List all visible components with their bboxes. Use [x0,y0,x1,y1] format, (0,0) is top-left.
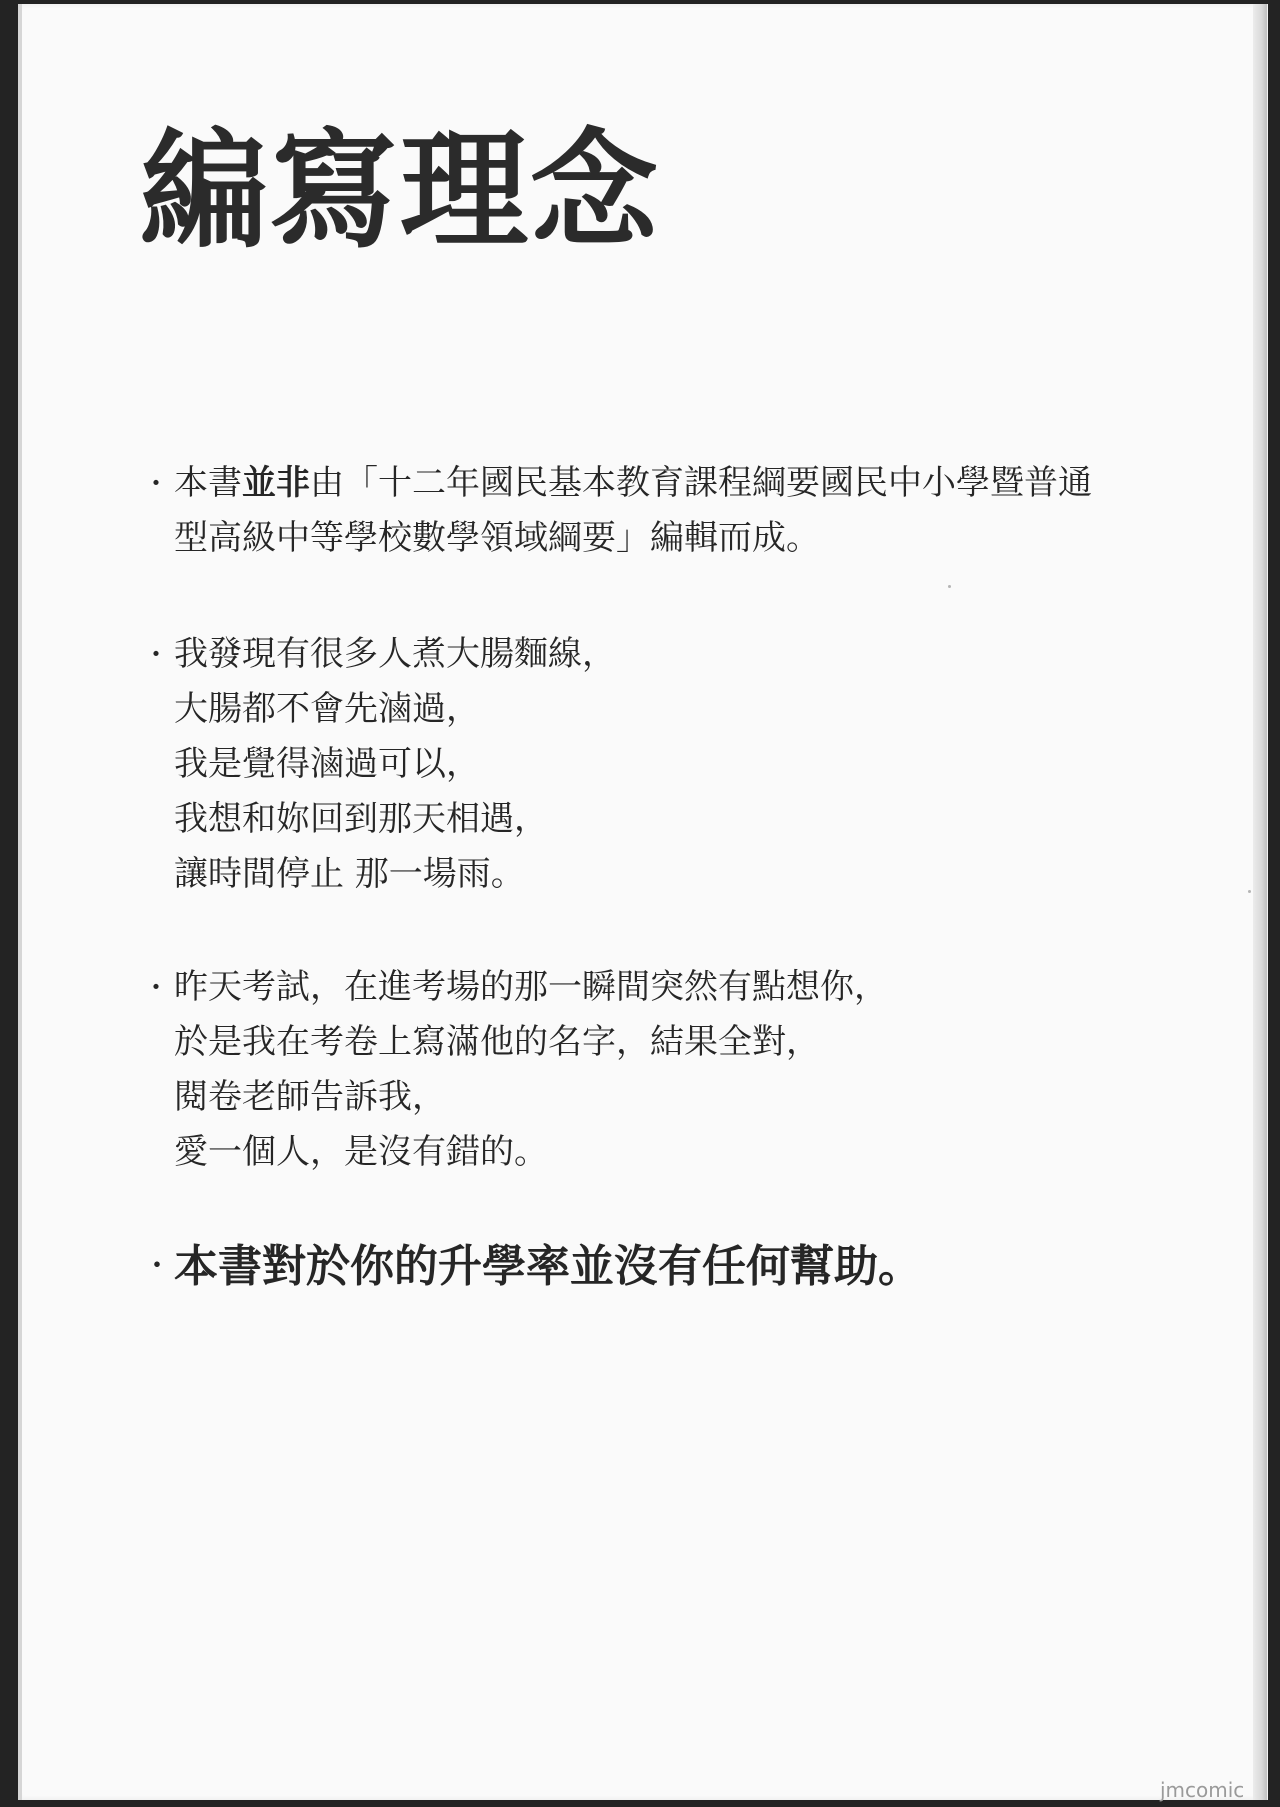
principle-line: 我發現有很多人煮大腸麵線， [174,634,616,674]
bullet-dot: ・ [142,467,171,500]
principle-line: 大腸都不會先滷過， [174,689,480,729]
page-title: 編寫理念 [140,117,661,266]
watermark: jmcomic [1160,1778,1245,1802]
bullet-dot: ・ [142,1249,172,1284]
text-run: 由「十二年國民基本教育課程綱要國民中小學暨普通 [310,463,1092,503]
bullet-dot: ・ [142,638,171,671]
principle-line: 昨天考試，在進考場的那一瞬間突然有點想你， [174,967,888,1007]
principle-line: 讓時間停止 那一場雨。 [174,854,525,894]
paper-speck [1248,890,1251,893]
principle-line: 於是我在考卷上寫滿他的名字，結果全對， [174,1022,820,1062]
principle-line: 型高級中等學校數學領域綱要」編輯而成。 [174,518,820,558]
principle-section-3 [142,960,1182,1180]
principle-line: 愛一個人，是沒有錯的。 [174,1132,548,1172]
principle-line: 我想和妳回到那天相遇， [174,799,548,839]
principle-line: 我是覺得滷過可以， [174,744,480,784]
principle-section-2 [142,627,1182,902]
principle-line: 閱卷老師告訴我， [174,1077,446,1117]
principle-section-1 [142,456,1182,566]
emphasis-text: 並非 [242,463,310,503]
text-run: 本書 [174,463,242,503]
page-paper [18,4,1268,1800]
bullet-dot: ・ [142,971,171,1004]
principle-line-bold: 本書對於你的升學率並沒有任何幫助。 [174,1241,922,1292]
principle-section-4 [142,1238,1182,1296]
principle-line [174,456,1182,511]
paper-left-edge [18,4,22,1800]
paper-right-edge [1253,4,1267,1800]
paper-speck [948,585,951,588]
